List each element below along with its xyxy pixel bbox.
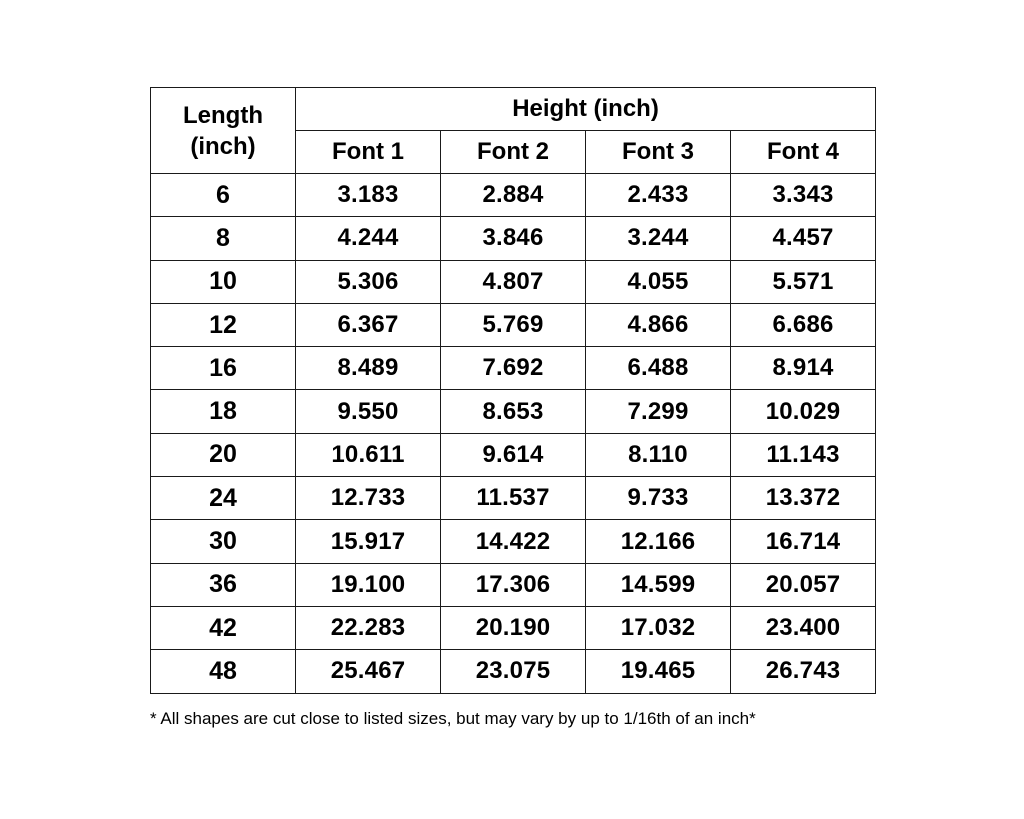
footnote: * All shapes are cut close to listed sizes, but may vary by up to 1/16th of an inch*	[150, 709, 756, 728]
height-cell-font-4: 11.143	[731, 433, 876, 476]
height-cell-font-2: 23.075	[441, 650, 586, 693]
height-cell-font-3: 9.733	[586, 477, 731, 520]
height-cell-font-2: 7.692	[441, 347, 586, 390]
height-cell-font-1: 6.367	[296, 303, 441, 346]
length-cell: 42	[151, 606, 296, 649]
length-cell: 6	[151, 174, 296, 217]
height-cell-font-3: 6.488	[586, 347, 731, 390]
length-cell: 16	[151, 347, 296, 390]
height-cell-font-1: 10.611	[296, 433, 441, 476]
size-chart-table	[150, 87, 876, 694]
height-cell-font-4: 26.743	[731, 650, 876, 693]
table-row	[151, 174, 876, 217]
length-cell: 12	[151, 303, 296, 346]
height-cell-font-2: 2.884	[441, 174, 586, 217]
height-cell-font-2: 4.807	[441, 260, 586, 303]
height-cell-font-2: 14.422	[441, 520, 586, 563]
length-cell: 48	[151, 650, 296, 693]
length-cell: 30	[151, 520, 296, 563]
height-cell-font-3: 8.110	[586, 433, 731, 476]
height-cell-font-2: 9.614	[441, 433, 586, 476]
height-cell-font-3: 4.866	[586, 303, 731, 346]
height-cell-font-4: 10.029	[731, 390, 876, 433]
table-row	[151, 390, 876, 433]
height-cell-font-1: 25.467	[296, 650, 441, 693]
height-cell-font-1: 22.283	[296, 606, 441, 649]
height-cell-font-3: 7.299	[586, 390, 731, 433]
table-row	[151, 477, 876, 520]
height-cell-font-2: 8.653	[441, 390, 586, 433]
height-cell-font-4: 8.914	[731, 347, 876, 390]
table-row	[151, 433, 876, 476]
height-cell-font-1: 8.489	[296, 347, 441, 390]
length-column-header: Length (inch)	[151, 88, 296, 174]
height-cell-font-1: 19.100	[296, 563, 441, 606]
table-row	[151, 650, 876, 693]
header-row-top	[151, 88, 876, 131]
length-cell: 36	[151, 563, 296, 606]
height-cell-font-3: 4.055	[586, 260, 731, 303]
height-cell-font-1: 3.183	[296, 174, 441, 217]
height-cell-font-4: 23.400	[731, 606, 876, 649]
height-cell-font-2: 11.537	[441, 477, 586, 520]
font-1-header: Font 1	[296, 131, 441, 174]
length-cell: 8	[151, 217, 296, 260]
length-cell: 10	[151, 260, 296, 303]
height-cell-font-1: 4.244	[296, 217, 441, 260]
font-2-header: Font 2	[441, 131, 586, 174]
height-cell-font-4: 4.457	[731, 217, 876, 260]
table-row	[151, 520, 876, 563]
length-cell: 24	[151, 477, 296, 520]
height-cell-font-1: 5.306	[296, 260, 441, 303]
height-cell-font-1: 12.733	[296, 477, 441, 520]
height-cell-font-4: 5.571	[731, 260, 876, 303]
font-3-header: Font 3	[586, 131, 731, 174]
height-column-header: Height (inch)	[296, 88, 876, 131]
table-row	[151, 347, 876, 390]
height-cell-font-4: 6.686	[731, 303, 876, 346]
height-cell-font-3: 12.166	[586, 520, 731, 563]
height-cell-font-2: 5.769	[441, 303, 586, 346]
length-cell: 20	[151, 433, 296, 476]
height-cell-font-4: 13.372	[731, 477, 876, 520]
height-cell-font-2: 3.846	[441, 217, 586, 260]
height-cell-font-4: 20.057	[731, 563, 876, 606]
table-row	[151, 217, 876, 260]
table-row	[151, 606, 876, 649]
table-row	[151, 260, 876, 303]
height-cell-font-1: 9.550	[296, 390, 441, 433]
height-cell-font-3: 14.599	[586, 563, 731, 606]
height-cell-font-3: 2.433	[586, 174, 731, 217]
height-cell-font-3: 3.244	[586, 217, 731, 260]
table-row	[151, 563, 876, 606]
table-body	[151, 174, 876, 694]
height-cell-font-2: 20.190	[441, 606, 586, 649]
height-cell-font-4: 16.714	[731, 520, 876, 563]
height-cell-font-3: 19.465	[586, 650, 731, 693]
table-row	[151, 303, 876, 346]
length-cell: 18	[151, 390, 296, 433]
height-cell-font-3: 17.032	[586, 606, 731, 649]
font-4-header: Font 4	[731, 131, 876, 174]
height-cell-font-2: 17.306	[441, 563, 586, 606]
height-cell-font-4: 3.343	[731, 174, 876, 217]
height-cell-font-1: 15.917	[296, 520, 441, 563]
